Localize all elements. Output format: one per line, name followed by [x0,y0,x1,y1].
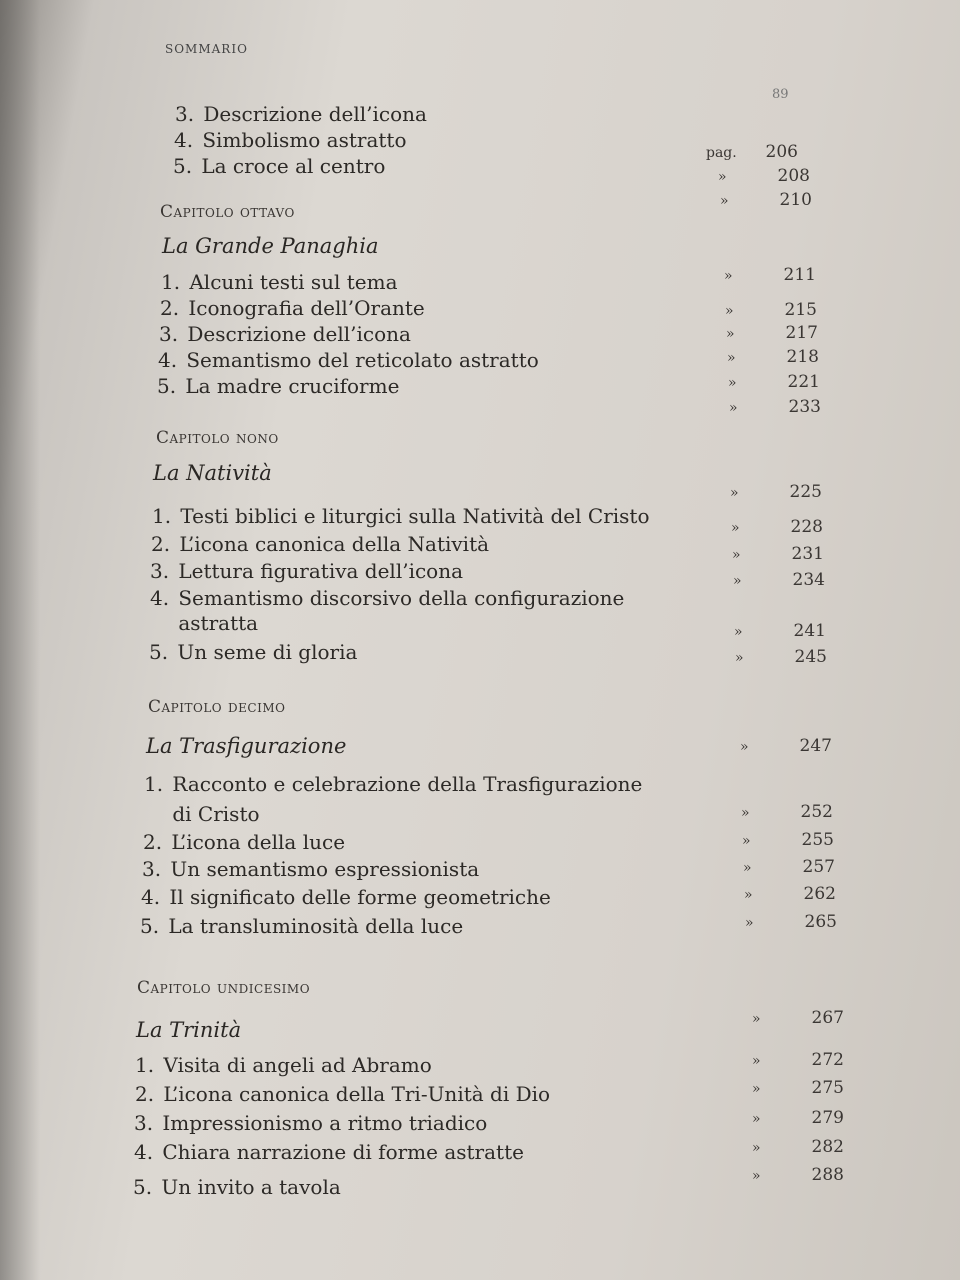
toc-entry: 2. L’icona canonica della Tri-Unità di Dio [135,1082,551,1106]
toc-page-ref: » 221 [728,372,820,392]
toc-page-ref: » 211 [724,265,816,285]
chapter-label: Capitolo undicesimo [137,978,311,998]
toc-entry: 1. Visita di angeli ad Abramo [135,1053,432,1077]
toc-page-ref: » 275 [752,1078,844,1098]
toc-page-ref: » 233 [729,397,821,417]
toc-entry: 4. Chiara narrazione di forme astratte [134,1140,524,1164]
toc-entry: 2. Iconografia dell’Orante [160,296,425,320]
toc-page-ref: » 255 [742,830,834,850]
toc-page-ref: » 210 [720,190,812,210]
toc-page-ref: » 228 [731,517,823,537]
running-header: SOMMARIO [165,42,248,56]
toc-entry: 4. Il significato delle forme geometriche [141,885,551,909]
toc-page-ref: » 282 [752,1137,844,1157]
toc-page-ref: » 267 [752,1008,844,1028]
toc-entry: 5. La transluminosità della luce [140,914,464,938]
chapter-label: Capitolo nono [156,428,279,448]
toc-entry: 2. L’icona della luce [143,830,346,854]
toc-entry: 3. Un semantismo espressionista [142,857,480,881]
toc-entry: 4. Semantismo del reticolato astratto [158,348,539,372]
toc-page-ref: » 272 [752,1050,844,1070]
toc-entry: 1. Racconto e celebrazione della Trasfigurazione [144,772,643,796]
toc-page-ref: » 218 [727,347,819,367]
toc-page-ref: » 279 [752,1108,844,1128]
toc-entry: 1. Alcuni testi sul tema [161,270,398,294]
toc-entry: 4. Simbolismo astratto [174,128,407,152]
toc-entry: 3. Lettura figurativa dell’icona [150,559,464,583]
toc-page-ref: » 231 [732,544,824,564]
toc-page-ref: » 252 [741,802,833,822]
toc-entry: astratta [178,611,259,635]
toc-page-ref: » 288 [752,1165,844,1185]
toc-entry: 4. Semantismo discorsivo della configurazione [150,586,625,610]
toc-page-ref: » 247 [740,736,832,756]
toc-page-ref: » 225 [730,482,822,502]
toc-page-ref: » 234 [733,570,825,590]
toc-page-ref: » 241 [734,621,826,641]
toc-entry: 3. Descrizione dell’icona [175,102,427,126]
chapter-title: La Trasfigurazione [146,734,347,758]
toc-page-ref: pag. 206 [706,142,798,162]
toc-entry: 3. Impressionismo a ritmo triadico [134,1111,488,1135]
toc-entry: 5. La croce al centro [173,154,386,178]
chapter-label: Capitolo decimo [148,697,286,717]
toc-page-ref: » 262 [744,884,836,904]
toc-page-ref: » 217 [726,323,818,343]
toc-page-ref: » 265 [745,912,837,932]
toc-entry: 5. Un seme di gloria [149,640,358,664]
toc-entry: di Cristo [172,802,260,826]
toc-entry: 3. Descrizione dell’icona [159,322,411,346]
chapter-label: Capitolo ottavo [160,202,295,222]
toc-entry: 1. Testi biblici e liturgici sulla Natività del Cristo [152,504,650,528]
chapter-title: La Natività [153,461,272,485]
toc-entry: 5. Un invito a tavola [133,1175,341,1199]
toc-entry: 2. L’icona canonica della Natività [151,532,490,556]
toc-page-ref: » 245 [735,647,827,667]
toc-page-ref: » 208 [718,166,810,186]
toc-page-ref: » 257 [743,857,835,877]
toc-page-ref: » 215 [725,300,817,320]
chapter-title: La Trinità [136,1018,242,1042]
toc-entry: 5. La madre cruciforme [157,374,400,398]
chapter-title: La Grande Panaghia [162,234,379,258]
page-shadow [0,0,40,1280]
page-number: 89 [772,87,789,102]
